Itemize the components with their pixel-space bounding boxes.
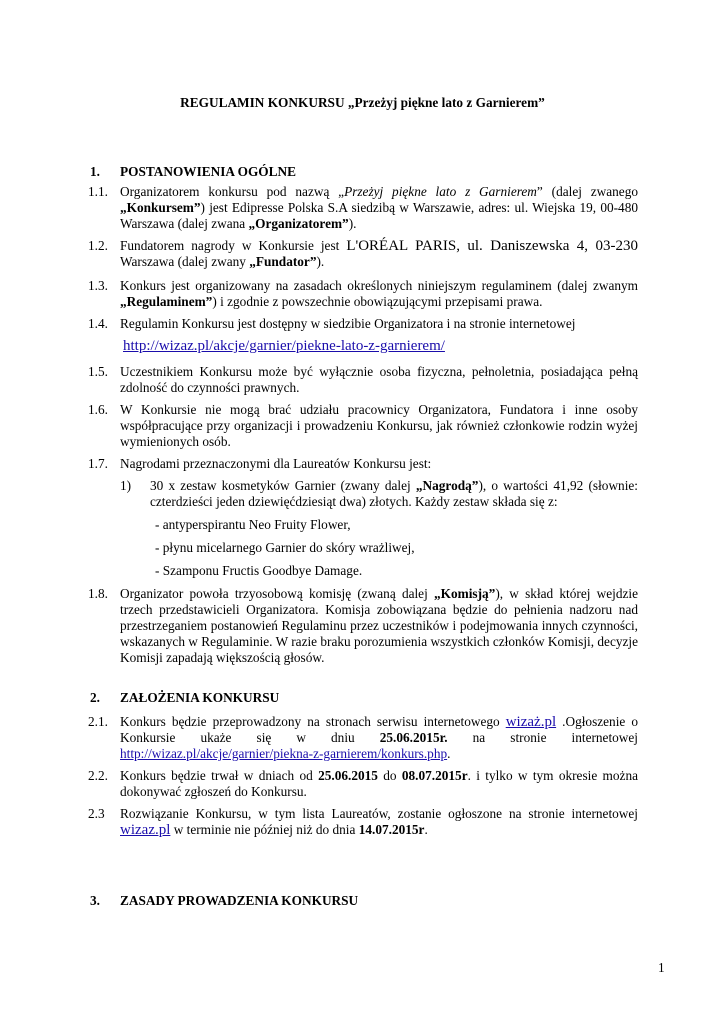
section-label: ZASADY PROWADZENIA KONKURSU [120, 893, 359, 908]
section-label: POSTANOWIENIA OGÓLNE [120, 164, 296, 179]
defined-term: „Komisją” [434, 586, 496, 601]
clause-1-2 [88, 238, 638, 270]
end-date: 08.07.2015r [401, 768, 468, 783]
defined-term: „Organizatorem” [248, 216, 349, 231]
text: . i tylko w tym okresie można dokonywać zgłoszeń do Konkursu. [120, 768, 638, 799]
text: na stronie internetowej [447, 730, 638, 745]
sponsor-address: L'ORÉAL PARIS, ul. Daniszewska 4, 03-230 [346, 238, 638, 254]
text: ), o wartości 41,92 (słownie: czterdzieści jeden dziewięćdziesiąt dwa) złotych. Każdy zestaw składa się z: [150, 478, 638, 509]
results-date: 14.07.2015r [358, 822, 425, 837]
page-number: 1 [658, 960, 665, 975]
text: . [447, 746, 451, 761]
text: Warszawa (dalej zwany [120, 254, 250, 269]
clause-1-6 [88, 402, 638, 450]
clause-2-1 [88, 714, 638, 762]
clause-1-1 [88, 184, 638, 232]
contest-name: Przeżyj piękne lato z Garnierem [344, 184, 537, 199]
text: ) i zgodnie z powszechnie obowiązującymi przepisami prawa. [212, 294, 543, 309]
regulations-link[interactable]: http://wizaz.pl/akcje/garnier/piekne-lato-z-garnierem/ [123, 338, 445, 354]
section-number: 2. [90, 690, 100, 705]
list-item: - płynu micelarnego Garnier do skóry wrażliwej, [155, 540, 415, 555]
section-number: 3. [90, 893, 100, 908]
text: ). [316, 254, 325, 269]
text: Organizator powoła trzyosobową komisję (zwaną dalej [120, 586, 435, 601]
text: .Ogłoszenie o Konkursie ukaże się w dniu [120, 714, 638, 745]
section-1-heading [90, 164, 296, 180]
text: Regulamin Konkursu jest dostępny w siedzibie Organizatora i na stronie internetowej [120, 316, 576, 331]
text: . [424, 822, 428, 837]
text: ). [348, 216, 357, 231]
defined-term: „Fundator” [249, 254, 317, 269]
text: Rozwiązanie Konkursu, w tym lista Laureatów, zostanie ogłoszone na stronie internetowej [120, 806, 638, 821]
list-item: - Szamponu Fructis Goodbye Damage. [155, 563, 363, 578]
text: ), w skład której wejdzie trzech przedstawicieli Organizatora. Komisja zobowiązana będzie do pełnienia nadzoru nad przestrzeganiem postanowień Regulaminu przez uczestników i podejmowania innych czynności, wskazanych w Regulaminie. W razie braku porozumienia wszystkich członków Komisji, decyzje Komisji zapadają większością głosów. [120, 586, 638, 665]
clause-number: 2.1. [88, 714, 108, 729]
contest-page-link[interactable]: http://wizaz.pl/akcje/garnier/piekna-z-garnierem/konkurs.php [120, 746, 448, 761]
clause-2-3 [88, 806, 638, 838]
clause-number: 1.4. [88, 316, 108, 331]
clause-number: 1.1. [88, 184, 108, 199]
text: do [377, 768, 402, 783]
section-label: ZAŁOŻENIA KONKURSU [120, 690, 280, 705]
clause-number: 1.2. [88, 238, 108, 253]
clause-number: 2.2. [88, 768, 108, 783]
clause-number: 1.8. [88, 586, 108, 601]
defined-term: „Konkursem” [120, 200, 201, 215]
list-number: 1) [120, 478, 132, 493]
document-title: REGULAMIN KONKURSU „Przeżyj piękne lato z Garnierem” [180, 95, 545, 110]
section-number: 1. [90, 164, 100, 179]
text: ” (dalej zwanego [536, 184, 638, 199]
clause-number: 1.6. [88, 402, 108, 417]
announcement-date: 25.06.2015r. [379, 730, 448, 745]
text: Organizatorem konkursu pod nazwą „ [120, 184, 345, 199]
clause-1-7 [88, 456, 638, 472]
clause-number: 2.3 [88, 806, 105, 821]
defined-term: „Regulaminem” [120, 294, 213, 309]
text: Fundatorem nagrody w Konkursie jest [120, 238, 347, 253]
text: W Konkursie nie mogą brać udziału pracownicy Organizatora, Fundatora i inne osoby współpracujące przy organizacji i prowadzeniu Konkursu, jak również członkowie rodzin wyżej wymienionych osób. [120, 402, 638, 449]
clause-1-8 [88, 586, 638, 666]
list-item: - antyperspirantu Neo Fruity Flower, [155, 517, 351, 532]
text: Uczestnikiem Konkursu może być wyłącznie osoba fizyczna, pełnoletnia, posiadająca pełną zdolność do czynności prawnych. [120, 364, 638, 395]
text: Konkurs będzie przeprowadzony na stronach serwisu internetowego [120, 714, 506, 729]
defined-term: „Nagrodą” [415, 478, 479, 493]
section-2-heading [90, 690, 279, 706]
clause-1-4 [88, 316, 638, 332]
clause-1-5 [88, 364, 638, 396]
wizaz-link[interactable]: wizaż.pl [505, 714, 557, 730]
text: Konkurs będzie trwał w dniach od [120, 768, 319, 783]
clause-number: 1.5. [88, 364, 108, 379]
text: Nagrodami przeznaczonymi dla Laureatów Konkursu jest: [120, 456, 432, 471]
start-date: 25.06.2015 [318, 768, 378, 783]
clause-1-3 [88, 278, 638, 310]
results-link[interactable]: wizaz.pl [120, 822, 171, 838]
text: Konkurs jest organizowany na zasadach określonych niniejszym regulaminem (dalej zwanym [120, 278, 638, 293]
text: ) jest Edipresse Polska S.A siedzibą w Warszawie, adres: ul. Wiejska 19, 00-480 Warszawa (dalej zwana [120, 200, 638, 231]
text: 30 x zestaw kosmetyków Garnier (zwany dalej [150, 478, 416, 493]
clause-number: 1.3. [88, 278, 108, 293]
clause-2-2 [88, 768, 638, 800]
prize-item-1 [120, 478, 638, 510]
section-3-heading [90, 893, 358, 909]
clause-number: 1.7. [88, 456, 108, 471]
text: w terminie nie później niż do dnia [170, 822, 359, 837]
